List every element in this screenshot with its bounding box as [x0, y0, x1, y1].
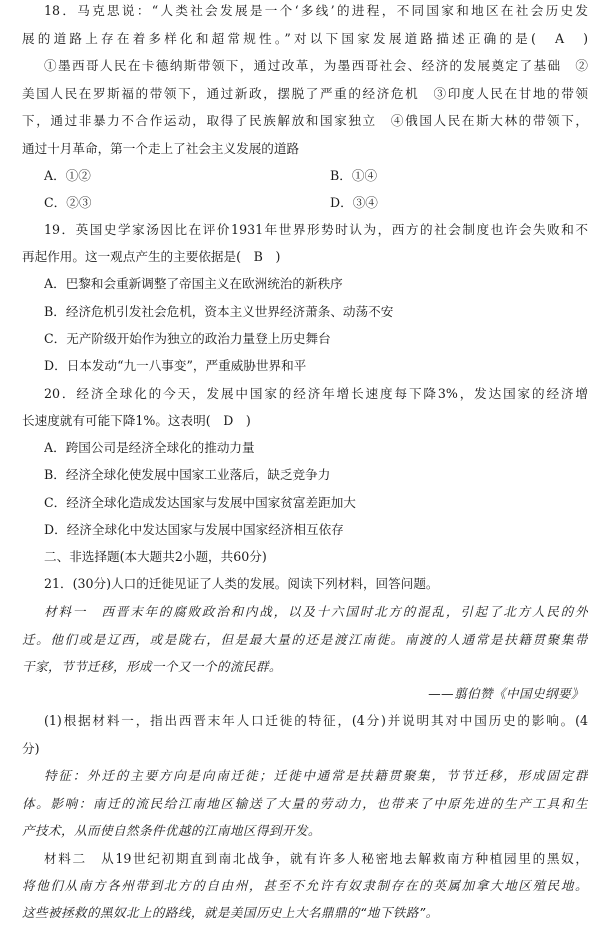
q20-option-c: C．经济全球化造成发达国家与发展中国家贫富差距加大: [44, 495, 356, 510]
q20-stem-line-1: 20．经济全球化的今天，发展中国家的经济年增长速度每下降3%，发达国家的经济增: [44, 386, 588, 401]
q20-option-d: D．经济全球化中发达国家与发展中国家经济相互依存: [44, 522, 344, 537]
q21-material-2-line-1: 材料二 从19世纪初期直到南北战争，就有许多人秘密地去解救南方种植园里的黑奴，: [44, 851, 588, 866]
q18-statements-line-4: 通过十月革命，第一个走上了社会主义发展的道路: [22, 141, 300, 156]
q19-option-a: A．巴黎和会重新调整了帝国主义在欧洲统治的新秩序: [44, 276, 343, 291]
q18-option-d: D．③④: [330, 195, 378, 210]
q21-subquestion-1-line-2: 分): [22, 741, 40, 756]
q21-subquestion-1-line-1: (1)根据材料一，指出西晋末年人口迁徙的特征，(4分)并说明其对中国历史的影响。(4: [44, 713, 588, 728]
q18-statements-line-2: 美国人民在罗斯福的带领下，通过新政，摆脱了严重的经济危机 ③印度人民在甘地的带领: [22, 86, 588, 101]
q18-option-b: B．①④: [330, 168, 378, 183]
q21-intro: 21．(30分)人口的迁徙见证了人类的发展。阅读下列材料，回答问题。: [44, 576, 439, 591]
q18-statements-line-1: ①墨西哥人民在卡德纳斯带领下，通过改革，为墨西哥社会、经济的发展奠定了基础 ②: [44, 58, 588, 73]
q19-option-c: C．无产阶级开始作为独立的政治力量登上历史舞台: [44, 331, 331, 346]
q20-option-b: B．经济全球化使发展中国家工业落后，缺乏竞争力: [44, 467, 331, 482]
q18-stem-line-1: 18．马克思说：“人类社会发展是一个‘多线’的进程，不同国家和地区在社会历史发: [44, 3, 588, 18]
q18-stem-line-2: 展的道路上存在着多样化和超常规性。”对以下国家发展道路描述正确的是( A ): [22, 31, 588, 46]
q21-material-1-source: ——翦伯赞《中国史纲要》: [428, 686, 584, 701]
q18-option-c: C．②③: [44, 195, 92, 210]
section-heading-non-choice: 二、非选择题(本大题共2小题，共60分): [44, 549, 267, 564]
q21-material-1-line-1: 材料一 西晋末年的腐败政治和内战，以及十六国时北方的混乱，引起了北方人民的外: [44, 604, 588, 619]
q19-option-d: D．日本发动“九一八事变”，严重威胁世界和平: [44, 358, 307, 373]
q21-answer-line-2: 体。影响：南迁的流民给江南地区输送了大量的劳动力，也带来了中原先进的生产工具和生: [22, 796, 588, 811]
q18-statements-line-3: 下，通过非暴力不合作运动，取得了民族解放和国家独立 ④俄国人民在斯大林的带领下，: [22, 113, 588, 128]
q21-material-1-line-2: 迁。他们或是辽西，或是陇右，但是最大量的还是渡江南徙。南渡的人通常是扶籍贯聚集带: [22, 632, 588, 647]
q21-answer-line-1: 特征：外迁的主要方向是向南迁徙；迁徙中通常是扶籍贯聚集，节节迁移，形成固定群: [44, 768, 588, 783]
q21-material-2-line-2: 将他们从南方各州带到北方的自由州，甚至不允许有奴隶制存在的英属加拿大地区殖民地。: [22, 878, 588, 893]
q21-material-2-line-3: 这些被拯救的黑奴北上的路线，就是美国历史上大名鼎鼎的“地下铁路”。: [22, 905, 439, 920]
q19-option-b: B．经济危机引发社会危机，资本主义世界经济萧条、动荡不安: [44, 304, 394, 319]
q19-stem-line-1: 19．英国史学家汤因比在评价1931年世界形势时认为，西方的社会制度也许会失败和不: [44, 222, 588, 237]
q21-material-1-line-3: 干家，节节迁移，形成一个又一个的流民群。: [22, 659, 282, 674]
q20-option-a: A．跨国公司是经济全球化的推动力量: [44, 440, 255, 455]
q20-stem-line-2: 长速度就有可能下降1%。这表明( D ): [22, 413, 251, 428]
q19-stem-line-2: 再起作用。这一观点产生的主要依据是( B ): [22, 249, 281, 264]
q18-option-a: A．①②: [44, 168, 91, 183]
q21-answer-line-3: 产技术，从而使自然条件优越的江南地区得到开发。: [22, 823, 321, 838]
